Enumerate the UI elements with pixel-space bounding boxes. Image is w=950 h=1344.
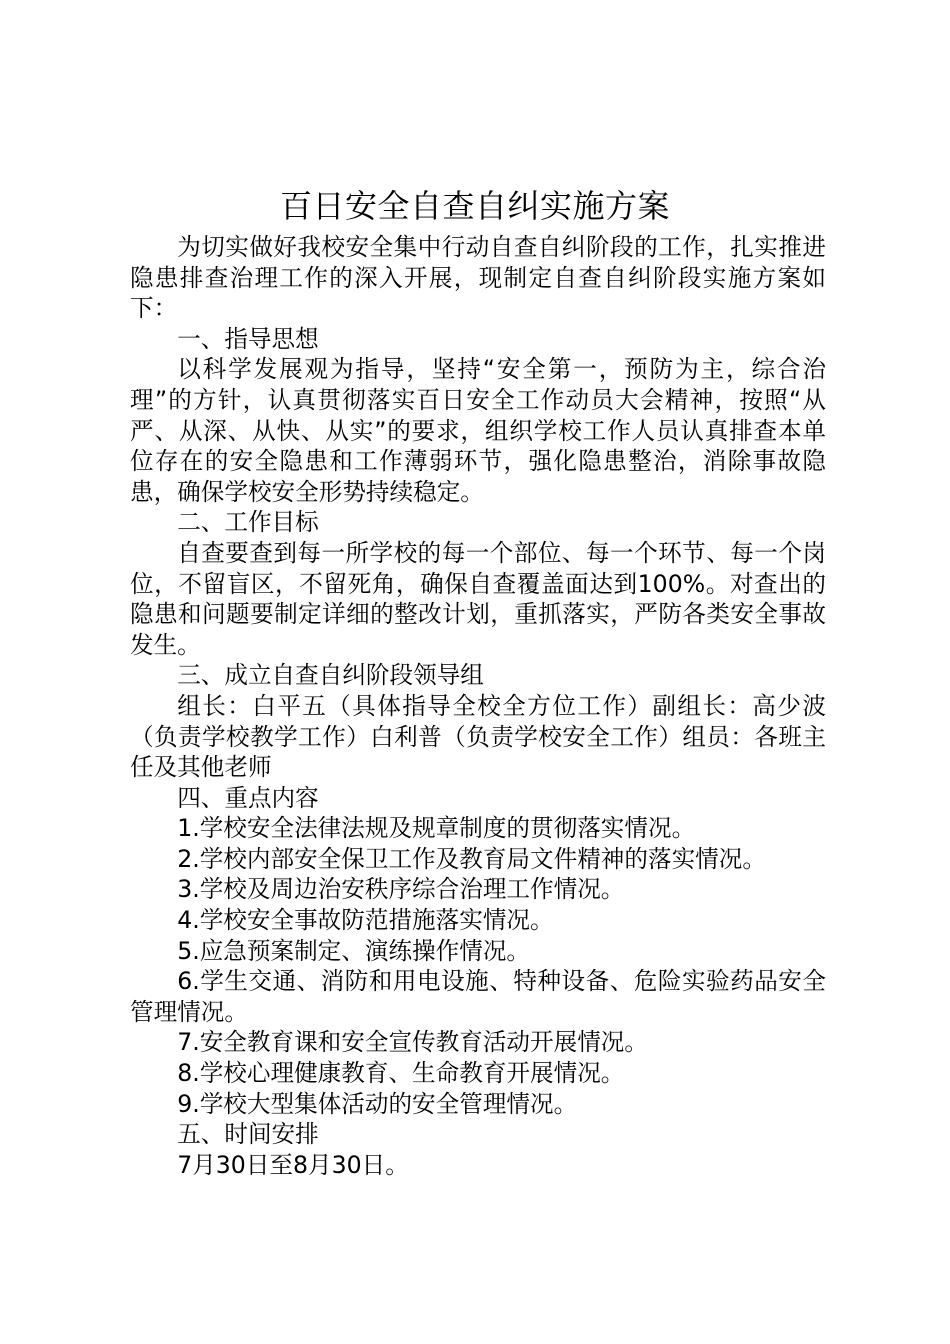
section-heading-key-contents: 四、重点内容 — [177, 783, 319, 812]
work-goals-paragraph: 自查要查到每一所学校的每一个部位、每一个环节、每一个岗位，不留盲区，不留死角，确保自查覆盖面达到100%。对查出的隐患和问题要制定详细的整改计划，重抓落实，严防各类安全事故发生。 — [130, 538, 826, 659]
guiding-ideology-paragraph: 以科学发展观为指导，坚持“安全第一，预防为主，综合治理”的方针，认真贯彻落实百日安全工作动员大会精神，按照“从严、从深、从快、从实”的要求，组织学校工作人员认真排查本单位存在的安全隐患和工作薄弱环节，强化隐患整治，消除事故隐患，确保学校安全形势持续稳定。 — [130, 355, 826, 506]
section-heading-schedule: 五、时间安排 — [177, 1120, 319, 1149]
list-item: 4.学校安全事故防范措施落实情况。 — [177, 906, 554, 935]
section-heading-leadership-group: 三、成立自查自纠阶段领导组 — [177, 661, 484, 690]
list-item: 3.学校及周边治安秩序综合治理工作情况。 — [177, 875, 625, 904]
section-heading-guiding-ideology: 一、指导思想 — [177, 324, 319, 353]
list-item: 8.学校心理健康教育、生命教育开展情况。 — [177, 1059, 625, 1088]
list-item: 9.学校大型集体活动的安全管理情况。 — [177, 1089, 578, 1118]
list-item: 6.学生交通、消防和用电设施、特种设备、危险实验药品安全管理情况。 — [130, 967, 826, 1026]
document-title: 百日安全自查自纠实施方案 — [279, 187, 670, 225]
schedule-paragraph: 7月30日至8月30日。 — [177, 1150, 409, 1179]
section-heading-work-goals: 二、工作目标 — [177, 508, 319, 537]
list-item: 5.应急预案制定、演练操作情况。 — [177, 936, 531, 965]
leadership-group-paragraph: 组长：白平五（具体指导全校全方位工作）副组长：高少波（负责学校教学工作）白利普（负责学校安全工作）组员：各班主任及其他老师 — [130, 691, 826, 782]
list-item: 1.学校安全法律法规及规章制度的贯彻落实情况。 — [177, 814, 696, 843]
intro-paragraph: 为切实做好我校安全集中行动自查自纠阶段的工作，扎实推进隐患排查治理工作的深入开展，现制定自查自纠阶段实施方案如下： — [130, 233, 826, 323]
list-item: 2.学校内部安全保卫工作及教育局文件精神的落实情况。 — [177, 844, 766, 873]
document-body — [130, 232, 826, 1180]
list-item: 7.安全教育课和安全宣传教育活动开展情况。 — [177, 1028, 648, 1057]
